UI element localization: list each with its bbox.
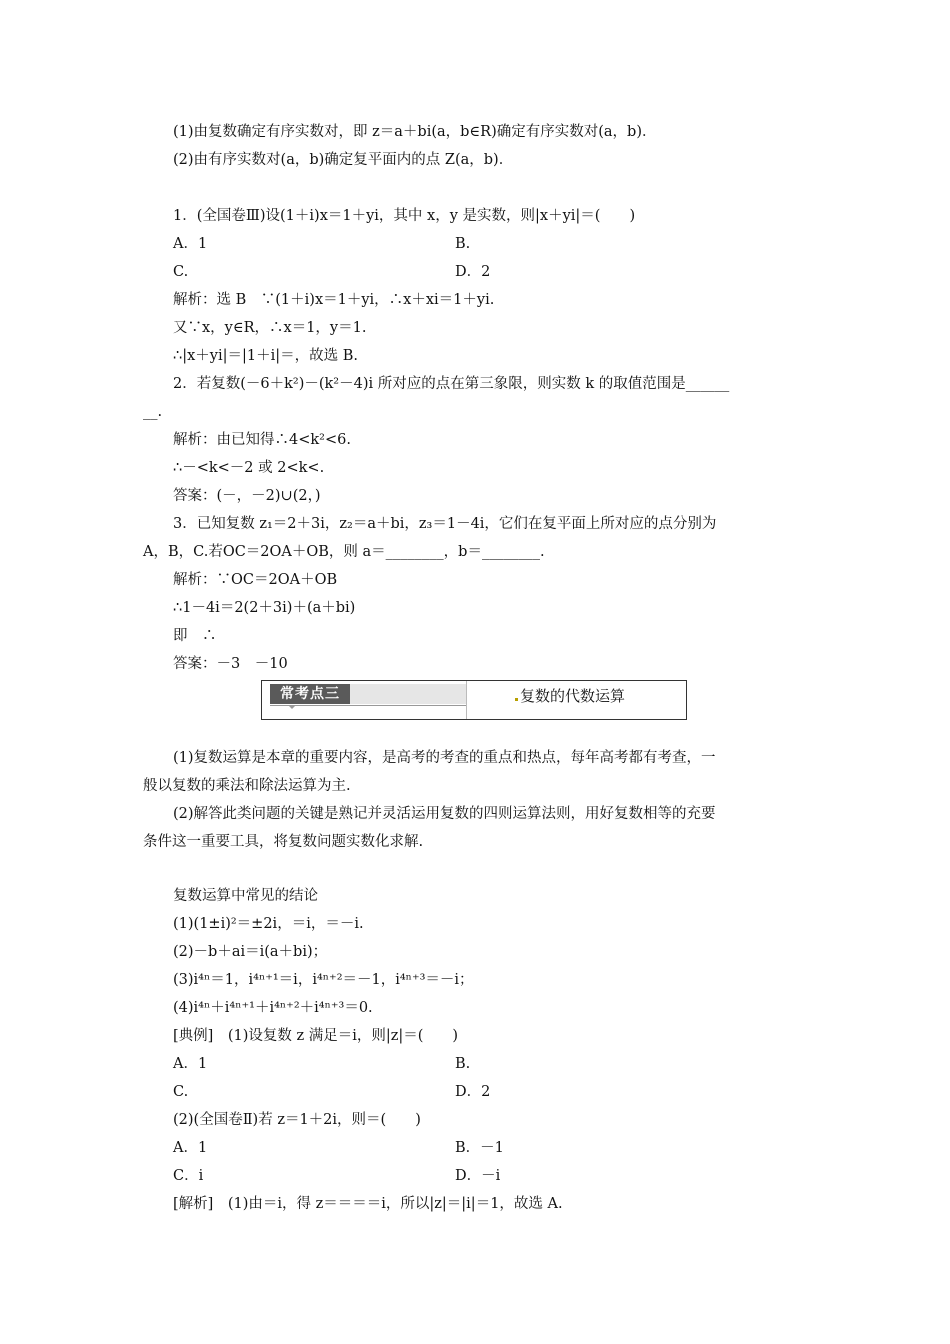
solution-line: ∴|x＋yi|＝|1＋i|＝，故选 B. (173, 348, 359, 364)
solution-line: 即 ∴ (173, 628, 217, 644)
option-d: D．2 (455, 264, 491, 280)
option-d: D．－i (455, 1168, 501, 1184)
option-b: B．－1 (455, 1140, 504, 1156)
paragraph-line: 般以复数的乘法和除法运算为主. (143, 778, 351, 794)
section-tag-underline (270, 705, 466, 706)
option-c: C. (173, 1084, 189, 1100)
solution-line: 解析：由已知得∴4<k²<6. (173, 432, 351, 448)
paragraph-line: 条件这一重要工具，将复数问题实数化求解. (143, 834, 424, 850)
answer-line: 答案：(－，－2)∪(2，) (173, 488, 321, 504)
bullet-dot-icon (515, 698, 518, 701)
conclusion-item: (1)(1±i)²＝±2i，＝i，＝－i. (173, 916, 364, 932)
option-c: C. (173, 264, 189, 280)
question-2: 2．若复数(－6＋k²)－(k²－4)i 所对应的点在第三象限，则实数 k 的取值范围是______ (173, 376, 730, 392)
conclusion-item: (4)i⁴ⁿ＋i⁴ⁿ⁺¹＋i⁴ⁿ⁺²＋i⁴ⁿ⁺³＝0. (173, 1000, 373, 1016)
option-c: C．i (173, 1168, 204, 1184)
solution-line: 解析：选 B ∵(1＋i)x＝1＋yi，∴x＋xi＝1＋yi. (173, 292, 495, 308)
section-title: 复数的代数运算 (520, 687, 626, 705)
conclusion-item: (3)i⁴ⁿ＝1，i⁴ⁿ⁺¹＝i，i⁴ⁿ⁺²＝－1，i⁴ⁿ⁺³＝－i； (173, 972, 474, 988)
section-tag-bar (350, 684, 466, 704)
example-2: (2)(全国卷Ⅱ)若 z＝1＋2i，则＝( ) (173, 1112, 421, 1128)
option-b: B. (455, 236, 471, 252)
banner-divider (466, 681, 467, 719)
paragraph-line: (2)解答此类问题的关键是熟记并灵活运用复数的四则运算法则，用好复数相等的充要 (173, 806, 716, 822)
text-line: (1)由复数确定有序实数对，即 z＝a＋bi(a，b∈R)确定有序实数对(a，b)． (173, 124, 657, 140)
section-banner (261, 680, 687, 720)
option-a: A．1 (173, 1140, 208, 1156)
conclusion-item: (2)－b＋ai＝i(a＋bi)； (173, 944, 328, 960)
solution-line: ∴－<k<－2 或 2<k<. (173, 460, 325, 476)
text-line: (2)由有序实数对(a，b)确定复平面内的点 Z(a，b)． (173, 152, 514, 168)
question-3: 3．已知复数 z₁＝2＋3i，z₂＝a＋bi，z₃＝1－4i，它们在复平面上所对应的点分别为 (173, 516, 717, 532)
option-b: B. (455, 1056, 471, 1072)
caret-down-icon (288, 705, 296, 709)
paragraph-line: (1)复数运算是本章的重要内容，是高考的考查的重点和热点，每年高考都有考查，一 (173, 750, 716, 766)
solution-line: 又∵x，y∈R，∴x＝1，y＝1. (173, 320, 367, 336)
option-a: A．1 (173, 1056, 208, 1072)
option-d: D．2 (455, 1084, 491, 1100)
answer-line: 答案：－3 －10 (173, 656, 288, 672)
solution-line: [解析] (1)由＝i，得 z＝＝＝＝i，所以|z|＝|i|＝1，故选 A. (173, 1196, 563, 1212)
option-a: A．1 (173, 236, 208, 252)
solution-line: 解析：∵OC＝2OA＋OB (173, 572, 338, 588)
conclusions-title: 复数运算中常见的结论 (173, 888, 318, 904)
question-3-continuation: A，B，C.若OC＝2OA＋OB，则 a＝________，b＝________. (143, 544, 545, 560)
question-1: 1．(全国卷Ⅲ)设(1＋i)x＝1＋yi，其中 x，y 是实数，则|x＋yi|＝( ) (173, 208, 636, 224)
question-2-continuation: __. (143, 404, 163, 420)
solution-line: ∴1－4i＝2(2＋3i)＋(a＋bi) (173, 600, 356, 616)
example-1: [典例] (1)设复数 z 满足＝i，则|z|＝( ) (173, 1028, 459, 1044)
section-tag: 常考点三 (270, 684, 350, 704)
